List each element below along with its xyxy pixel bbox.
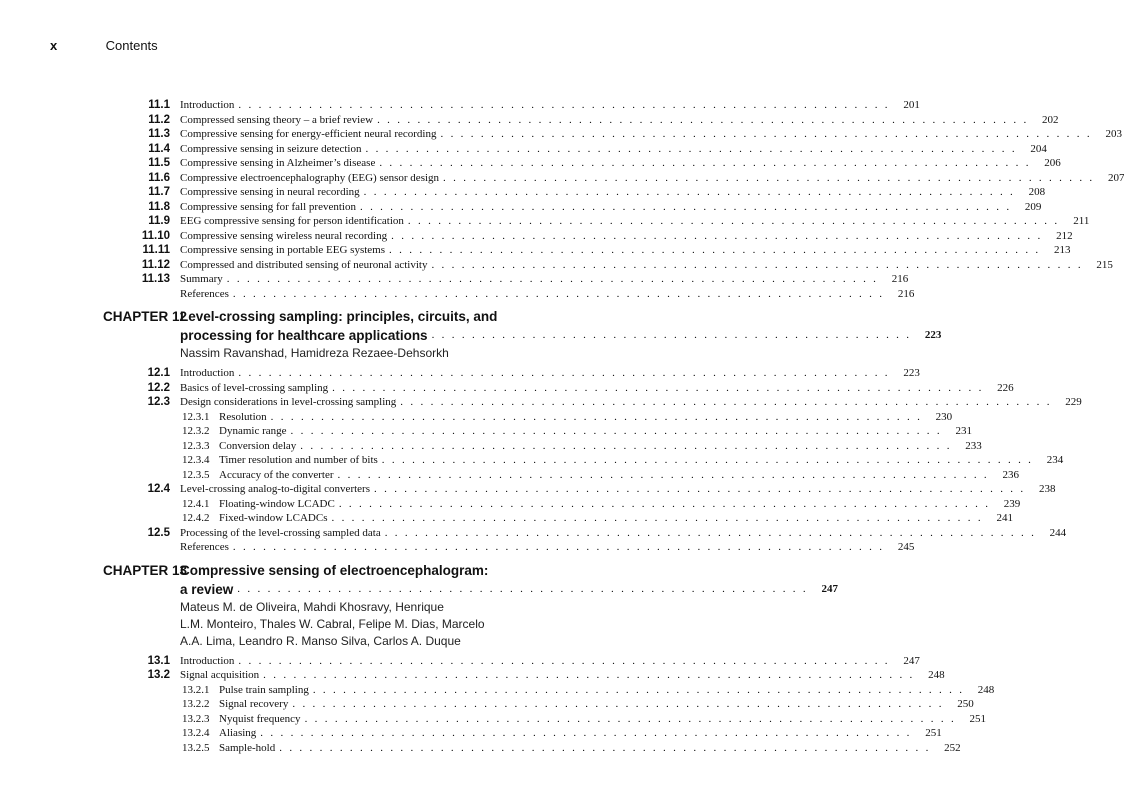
page-ref: 252 — [944, 741, 961, 754]
table-of-contents — [100, 98, 1124, 755]
page-ref: 213 — [1053, 244, 1071, 256]
page-ref: 201 — [903, 99, 920, 111]
page-ref: 212 — [1056, 229, 1073, 242]
author-line: Nassim Ravanshad, Hamidreza Rezaee-Dehsorkh — [180, 346, 449, 360]
page-ref: 207 — [1107, 171, 1124, 184]
section-number: 11.1 — [148, 99, 170, 111]
toc-entry[interactable] — [100, 381, 1014, 396]
section-number: 11.5 — [148, 157, 170, 169]
subsection-number: 12.4.2 — [182, 512, 210, 524]
section-number: 11.4 — [148, 142, 170, 155]
leader-dots: . . . . . . . . . . . . . . . . . . . . . . . . . . . . . . . . . . . . . . . . . . . . . . . . . . . . . . . . . . . . . . . . . — [381, 454, 1034, 466]
chapter-title: a review — [180, 581, 234, 597]
section-title: References — [180, 541, 229, 553]
subsection-number: 13.2.2 — [182, 698, 210, 710]
toc-entry[interactable] — [100, 741, 961, 756]
section-number: 11.8 — [148, 200, 170, 213]
leader-dots: . . . . . . . . . . . . . . . . . . . . . . . . . . . . . . . . . . . . . . . . . . . . . . . . . . . . . . . . . . . . . . . . . — [331, 512, 983, 524]
leader-dots: . . . . . . . . . . . . . . . . . . . . . . . . . . . . . . . . . . . . . . . . . . . . . . . . . . . . . . . . . . . . . . . . . — [443, 171, 1095, 184]
leader-dots: . . . . . . . . . . . . . . . . . . . . . . . . . . . . . . . . . . . . . . . . . . . . . . . . . . . . . . . . . . . . . . . . . — [238, 654, 890, 667]
subsection-number: 12.3.3 — [182, 439, 210, 452]
leader-dots: . . . . . . . . . . . . . . . . . . . . . . . . . . . . . . . . . . . . . . . . . . . . . . . . . . . . . . . . . . . . . . . . . — [290, 425, 942, 437]
section-title: Introduction — [180, 99, 235, 111]
chapter-12-entries — [100, 366, 1082, 555]
toc-entry[interactable] — [100, 395, 1082, 410]
subsection-number: 12.3.5 — [182, 468, 210, 481]
leader-dots: . . . . . . . . . . . . . . . . . . . . . . . . . . . . . . . . . . . . . . . . . . . . . . . . — [431, 329, 912, 341]
leader-dots: . . . . . . . . . . . . . . . . . . . . . . . . . . . . . . . . . . . . . . . . . . . . . . . . . . . . . . . . . . . . . . . . . — [238, 99, 890, 111]
section-number: 11.2 — [148, 113, 170, 126]
toc-entry[interactable] — [100, 366, 920, 381]
subsection-number: 12.3.1 — [182, 410, 210, 423]
leader-dots: . . . . . . . . . . . . . . . . . . . . . . . . . . . . . . . . . . . . . . . . . . . . . . . . . . . . . . . . . . . . . . . . . — [359, 200, 1012, 213]
leader-dots: . . . . . . . . . . . . . . . . . . . . . . . . . . . . . . . . . . . . . . . . . . . . . . . . . . . . . . . . . . . . . . . . . — [263, 669, 915, 681]
page-ref: 244 — [1049, 526, 1067, 539]
leader-dots: . . . . . . . . . . . . . . . . . . . . . . . . . . . . . . . . . . . . . . . . . . . . . . . . . . . . . . . . . . . . . . . . . — [440, 128, 1092, 140]
chapter-13-heading[interactable] — [100, 561, 838, 654]
toc-entry[interactable] — [100, 468, 1019, 483]
section-title: Signal acquisition — [180, 669, 260, 681]
leader-dots: . . . . . . . . . . . . . . . . . . . . . . . . . . . . . . . . . . . . . . . . . . . . . . . . . . . . . . . . . . . . . . . . . — [377, 113, 1029, 126]
page-ref: 226 — [997, 381, 1014, 394]
leader-dots: . . . . . . . . . . . . . . . . . . . . . . . . . . . . . . . . . . . . . . . . . . . . . . . . . . . . . . . . . . . . . . . . . — [232, 287, 885, 300]
leader-dots: . . . . . . . . . . . . . . . . . . . . . . . . . . . . . . . . . . . . . . . . . . . . . . . . . . . . . . . . . . . . . . . . . — [431, 258, 1083, 271]
toc-entry[interactable] — [100, 113, 1059, 128]
section-title: Processing of the level-crossing sampled data — [180, 526, 381, 539]
subsection-number: 13.2.1 — [182, 683, 210, 696]
page-ref: 233 — [965, 439, 982, 452]
page-ref: 230 — [935, 410, 953, 423]
subsection-title: Aliasing — [219, 727, 257, 739]
leader-dots: . . . . . . . . . . . . . . . . . . . . . . . . . . . . . . . . . . . . . . . . . . . . . . . . . . . . . . . . . . . . . . . . . — [389, 244, 1041, 256]
page-ref: 245 — [897, 541, 915, 553]
page-ref: 236 — [1002, 468, 1019, 481]
section-number: 12.2 — [147, 381, 170, 394]
chapter-label: CHAPTER 13 — [103, 562, 188, 578]
subsection-number: 12.3.2 — [182, 425, 210, 437]
leader-dots: . . . . . . . . . . . . . . . . . . . . . . . . . . . . . . . . . . . . . . . . . . . . . . . . . . . . . . . . . . . . . . . . . — [407, 215, 1060, 227]
subsection-title: Resolution — [219, 410, 267, 423]
chapter-page: 223 — [924, 329, 942, 341]
section-title: Compressed sensing theory – a brief review — [180, 113, 374, 126]
leader-dots: . . . . . . . . . . . . . . . . . . . . . . . . . . . . . . . . . . . . . . . . . . . . . . . . . . . . . . . . . . . . . . . . . — [337, 468, 989, 481]
toc-entry[interactable] — [100, 258, 1113, 273]
section-title: Compressive sensing for energy-efficient neural recording — [180, 128, 437, 140]
section-number: 11.10 — [141, 229, 170, 242]
toc-entry[interactable] — [100, 142, 1047, 157]
section-title: Introduction — [180, 367, 235, 379]
subsection-title: Pulse train sampling — [219, 683, 309, 696]
toc-entry[interactable] — [100, 200, 1042, 215]
section-title: Compressive sensing for fall prevention — [180, 200, 356, 213]
toc-entry[interactable] — [100, 185, 1046, 200]
subsection-title: Fixed-window LCADCs — [219, 512, 328, 524]
toc-entry[interactable] — [100, 229, 1073, 244]
page-ref: 248 — [977, 683, 995, 696]
subsection-number: 12.4.1 — [182, 497, 210, 510]
author-line: L.M. Monteiro, Thales W. Cabral, Felipe M. Dias, Marcelo — [180, 616, 485, 631]
toc-entry[interactable] — [100, 654, 920, 669]
running-header — [50, 38, 158, 53]
section-title: Compressed and distributed sensing of neuronal activity — [180, 258, 428, 271]
section-number: 11.3 — [148, 128, 170, 140]
page-ref: 231 — [955, 425, 972, 437]
subsection-title: Signal recovery — [219, 698, 289, 710]
leader-dots: . . . . . . . . . . . . . . . . . . . . . . . . . . . . . . . . . . . . . . . . . . . . . . . . . . . . . . . . . . . . . . . . . — [338, 497, 991, 510]
toc-entry[interactable] — [100, 526, 1067, 541]
leader-dots: . . . . . . . . . . . . . . . . . . . . . . . . . . . . . . . . . . . . . . . . . . . . . . . . . . . . . . . . . . . . . . . . . — [400, 396, 1052, 408]
page-ref: 216 — [891, 273, 909, 285]
chapter-title: Compressive sensing of electroencephalogram: — [180, 562, 489, 578]
subsection-number: 12.3.4 — [182, 454, 210, 466]
leader-dots: . . . . . . . . . . . . . . . . . . . . . . . . . . . . . . . . . . . . . . . . . . . . . . . . . . . . . . . . . . . . . . . . . — [292, 698, 944, 710]
section-title: Introduction — [180, 654, 235, 667]
page-title: Contents — [105, 38, 158, 53]
leader-dots: . . . . . . . . . . . . . . . . . . . . . . . . . . . . . . . . . . . . . . . . . . . . . . . . . . . . . . . . . . . . . . . . . — [379, 157, 1031, 169]
page-ref: 248 — [928, 669, 945, 681]
toc-entry[interactable] — [100, 243, 1071, 258]
page-ref: 211 — [1073, 215, 1090, 227]
author-line: A.A. Lima, Leandro R. Manso Silva, Carlos A. Duque — [180, 633, 461, 648]
leader-dots: . . . . . . . . . . . . . . . . . . . . . . . . . . . . . . . . . . . . . . . . . . . . . . . . . . . . . . . . . . . . . . . . . — [391, 229, 1043, 242]
page-ref: 239 — [1003, 497, 1021, 510]
leader-dots: . . . . . . . . . . . . . . . . . . . . . . . . . . . . . . . . . . . . . . . . . . . . . . . . . . . . . . . . . . . . . . . . . — [384, 526, 1037, 539]
subsection-title: Timer resolution and number of bits — [219, 454, 378, 466]
leader-dots: . . . . . . . . . . . . . . . . . . . . . . . . . . . . . . . . . . . . . . . . . . . . . . . . . . . . . . . . . . . . . . . . . — [226, 273, 879, 285]
section-number: 11.9 — [148, 215, 170, 227]
toc-entry[interactable] — [100, 726, 942, 741]
chapter-authors — [100, 345, 510, 362]
toc-entry[interactable] — [100, 668, 945, 683]
toc-entry[interactable] — [100, 171, 1124, 186]
section-number: 11.6 — [148, 171, 170, 184]
toc-entry[interactable] — [100, 511, 1013, 526]
leader-dots: . . . . . . . . . . . . . . . . . . . . . . . . . . . . . . . . . . . . . . . . . . . . . . . . . . . . . . . . . . . . . . . . . — [365, 142, 1017, 155]
page-ref: 247 — [903, 654, 920, 667]
toc-entry[interactable] — [100, 453, 1064, 468]
section-number: 11.13 — [141, 273, 170, 285]
page-ref: 208 — [1028, 186, 1046, 198]
page-ref: 209 — [1024, 200, 1042, 213]
toc-entry[interactable] — [100, 424, 972, 439]
page-ref: 204 — [1030, 142, 1047, 155]
toc-entry[interactable] — [100, 683, 995, 698]
page-ref: 206 — [1044, 157, 1061, 169]
section-title: Compressive sensing wireless neural recording — [180, 229, 388, 242]
toc-entry[interactable] — [100, 712, 987, 727]
page-ref: 250 — [957, 698, 974, 710]
page-ref: 202 — [1042, 113, 1059, 126]
leader-dots: . . . . . . . . . . . . . . . . . . . . . . . . . . . . . . . . . . . . . . . . . . . . . . . . . . . . . . . . . . . . . . . . . — [260, 727, 912, 739]
toc-entry[interactable] — [100, 540, 915, 555]
toc-entry[interactable] — [100, 98, 920, 113]
toc-entry[interactable] — [100, 439, 982, 454]
page-ref: 234 — [1046, 454, 1064, 466]
page-ref: 223 — [903, 367, 920, 379]
page-ref: 238 — [1038, 483, 1056, 495]
toc-entry[interactable] — [100, 156, 1061, 171]
leader-dots: . . . . . . . . . . . . . . . . . . . . . . . . . . . . . . . . . . . . . . . . . . . . . . . . . . . . . . . . . . . . . . . . . — [279, 741, 931, 754]
subsection-title: Nyquist frequency — [219, 712, 301, 725]
toc-entry[interactable] — [100, 272, 909, 287]
section-number: 11.7 — [148, 186, 170, 198]
subsection-number: 13.2.3 — [182, 712, 210, 725]
subsection-title: Accuracy of the converter — [219, 468, 334, 481]
page-number: x — [50, 38, 58, 53]
section-title: References — [180, 287, 229, 300]
chapter-title: processing for healthcare applications — [180, 328, 428, 343]
leader-dots: . . . . . . . . . . . . . . . . . . . . . . . . . . . . . . . . . . . . . . . . . . . . . . . . . . . . . . . . . . . . . . . . . — [332, 381, 984, 394]
leader-dots: . . . . . . . . . . . . . . . . . . . . . . . . . . . . . . . . . . . . . . . . . . . . . . . . . . . . . . . . . . . . . . . . . — [232, 541, 885, 553]
page-ref: 241 — [996, 512, 1013, 524]
chapter-label: CHAPTER 12 — [103, 309, 188, 324]
toc-entry[interactable] — [100, 697, 974, 712]
section-title: Summary — [180, 273, 223, 285]
section-number: 11.12 — [141, 258, 170, 271]
subsection-title: Sample-hold — [219, 741, 276, 754]
chapter-13-entries — [100, 654, 995, 756]
section-number: 11.11 — [142, 244, 170, 256]
page-ref: 215 — [1096, 258, 1113, 271]
leader-dots: . . . . . . . . . . . . . . . . . . . . . . . . . . . . . . . . . . . . . . . . . . . . . . . . . . . . . . . . . . . . . . . . . — [312, 683, 965, 696]
section-title: Design considerations in level-crossing sampling — [180, 396, 397, 408]
section-title: EEG compressive sensing for person identification — [180, 215, 404, 227]
section-title: Compressive electroencephalography (EEG) sensor design — [180, 171, 440, 184]
section-title: Level-crossing analog-to-digital converters — [180, 483, 370, 495]
author-line: Mateus M. de Oliveira, Mahdi Khosravy, Henrique — [180, 599, 444, 614]
toc-entry[interactable] — [100, 497, 1021, 512]
leader-dots: . . . . . . . . . . . . . . . . . . . . . . . . . . . . . . . . . . . . . . . . . . . . . . . . . . . . . . . . . . . . . . . . . — [374, 483, 1026, 495]
leader-dots: . . . . . . . . . . . . . . . . . . . . . . . . . . . . . . . . . . . . . . . . . . . . . . . . . . . . . . . . . . . . . . . . . — [300, 439, 952, 452]
toc-entry[interactable] — [100, 127, 1122, 142]
chapter-title: Level-crossing sampling: principles, circuits, and — [180, 309, 498, 324]
leader-dots: . . . . . . . . . . . . . . . . . . . . . . . . . . . . . . . . . . . . . . . . . . . . . . . . . . . . . . . . . . . . . . . . . — [304, 712, 957, 725]
leader-dots: . . . . . . . . . . . . . . . . . . . . . . . . . . . . . . . . . . . . . . . . . . . . . . . . . . . . . . . . . . . . . . . . . — [238, 367, 890, 379]
section-number: 12.1 — [147, 367, 170, 379]
subsection-title: Dynamic range — [219, 425, 287, 437]
subsection-title: Floating-window LCADC — [219, 497, 335, 510]
page-ref: 216 — [897, 287, 915, 300]
toc-entry[interactable] — [100, 410, 953, 425]
leader-dots: . . . . . . . . . . . . . . . . . . . . . . . . . . . . . . . . . . . . . . . . . . . . . . . . . . . . . . . . . . . . . . . . . — [270, 410, 923, 423]
section-number: 12.3 — [147, 396, 170, 408]
page-ref: 251 — [925, 727, 942, 739]
section-number: 12.4 — [147, 483, 170, 495]
toc-entry[interactable] — [100, 214, 1090, 229]
section-title: Basics of level-crossing sampling — [180, 381, 329, 394]
section-number: 13.2 — [147, 669, 170, 681]
section-title: Compressive sensing in seizure detection — [180, 142, 362, 155]
section-title: Compressive sensing in neural recording — [180, 186, 360, 198]
leader-dots: . . . . . . . . . . . . . . . . . . . . . . . . . . . . . . . . . . . . . . . . . . . . . . . . . . . . . . . . . — [237, 582, 808, 595]
page-ref: 203 — [1105, 128, 1122, 140]
page-ref: 229 — [1065, 396, 1082, 408]
section-number: 12.5 — [147, 526, 170, 539]
chapter-11-entries — [100, 98, 1124, 301]
section-number: 13.1 — [147, 654, 170, 667]
subsection-number: 13.2.5 — [182, 741, 210, 754]
toc-entry[interactable] — [100, 287, 915, 302]
subsection-title: Conversion delay — [219, 439, 297, 452]
chapter-authors — [100, 599, 510, 650]
chapter-12-heading[interactable] — [100, 307, 942, 366]
section-title: Compressive sensing in Alzheimer’s disease — [180, 157, 376, 169]
chapter-page: 247 — [821, 582, 838, 595]
page-ref: 251 — [969, 712, 987, 725]
section-title: Compressive sensing in portable EEG systems — [180, 244, 386, 256]
toc-entry[interactable] — [100, 482, 1056, 497]
leader-dots: . . . . . . . . . . . . . . . . . . . . . . . . . . . . . . . . . . . . . . . . . . . . . . . . . . . . . . . . . . . . . . . . . — [363, 186, 1016, 198]
subsection-number: 13.2.4 — [182, 727, 210, 739]
